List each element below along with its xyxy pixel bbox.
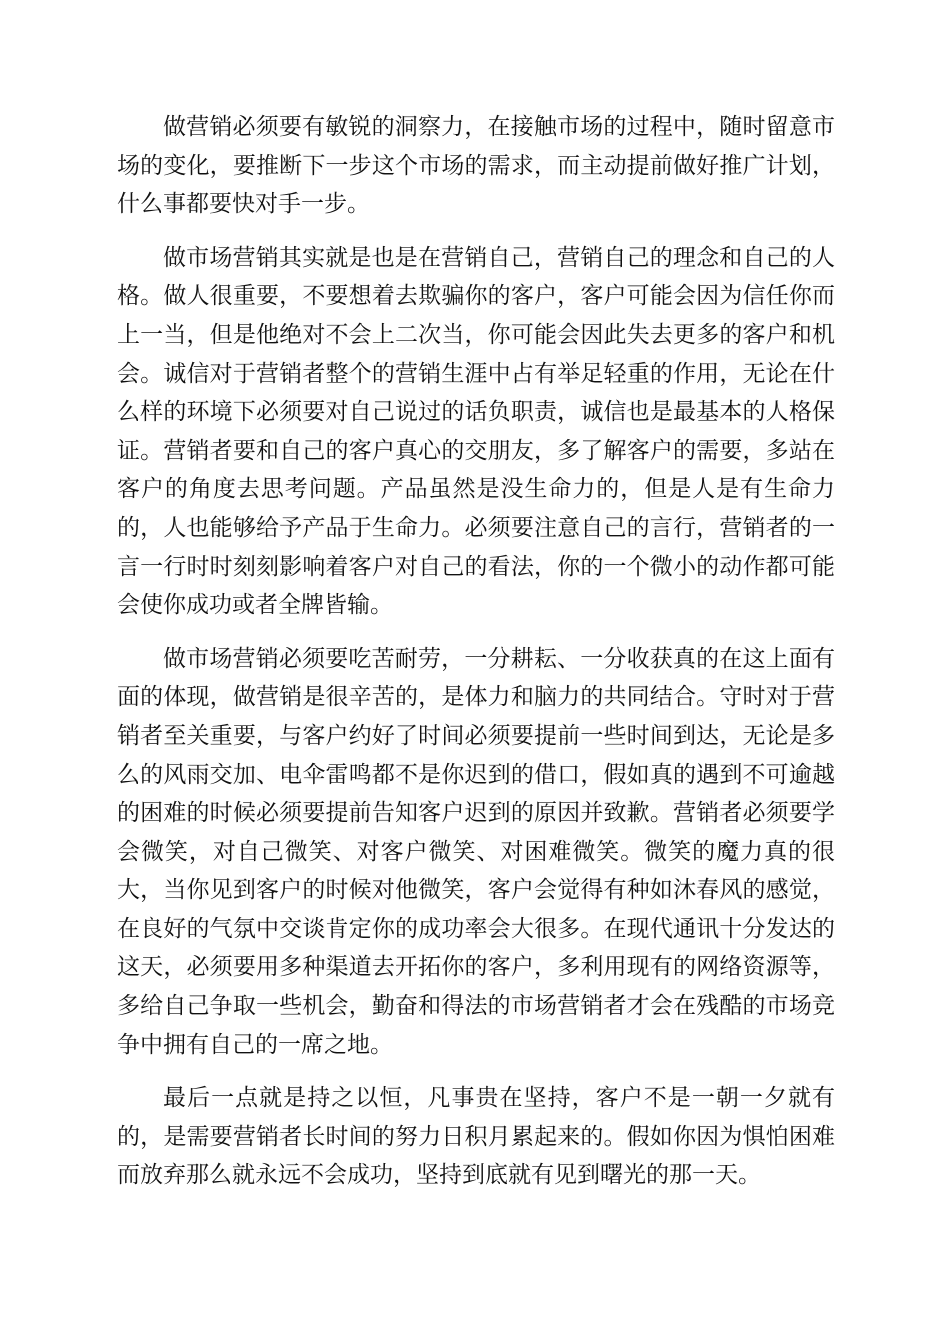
paragraph-integrity: 做市场营销其实就是也是在营销自己，营销自己的理念和自己的人格。做人很重要，不要想着去欺骗你的客户，客户可能会因为信任你而上一当，但是他绝对不会上二次当，你可能会因此失去更多的客户和机会。诚信对于营销者整个的营销生涯中占有举足轻重的作用，无论在什么样的环境下必须要对自己说过的话负职责，诚信也是最基本的人格保证。营销者要和自己的客户真心的交朋友，多了解客户的需要，多站在客户的角度去思考问题。产品虽然是没生命力的，但是人是有生命力的，人也能够给予产品于生命力。必须要注意自己的言行，营销者的一言一行时时刻刻影响着客户对自己的看法，你的一个微小的动作都可能会使你成功或者全牌皆输。 (117, 244, 835, 619)
paragraph-market-insight: 做营销必须要有敏锐的洞察力，在接触市场的过程中，随时留意市场的变化，要推断下一步这个市场的需求，而主动提前做好推广计划，什么事都要快对手一步。 (117, 114, 835, 218)
document-body (117, 108, 835, 1195)
paragraph-perseverance: 最后一点就是持之以恒，凡事贵在坚持，客户不是一朝一夕就有的，是需要营销者长时间的努力日积月累起来的。假如你因为惧怕困难而放弃那么就永远不会成功，坚持到底就有见到曙光的那一天。 (117, 1085, 835, 1189)
paragraph-hard-work: 做市场营销必须要吃苦耐劳，一分耕耘、一分收获真的在这上面有面的体现，做营销是很辛苦的，是体力和脑力的共同结合。守时对于营销者至关重要，与客户约好了时间必须要提前一些时间到达，无论是多么的风雨交加、电伞雷鸣都不是你迟到的借口，假如真的遇到不可逾越的困难的时候必须要提前告知客户迟到的原因并致歉。营销者必须要学会微笑，对自己微笑、对客户微笑、对困难微笑。微笑的魔力真的很大，当你见到客户的时候对他微笑，客户会觉得有种如沐春风的感觉，在良好的气氛中交谈肯定你的成功率会大很多。在现代通讯十分发达的这天，必须要用多种渠道去开拓你的客户，多利用现有的网络资源等，多给自己争取一些机会，勤奋和得法的市场营销者才会在残酷的市场竞争中拥有自己的一席之地。 (117, 645, 835, 1058)
